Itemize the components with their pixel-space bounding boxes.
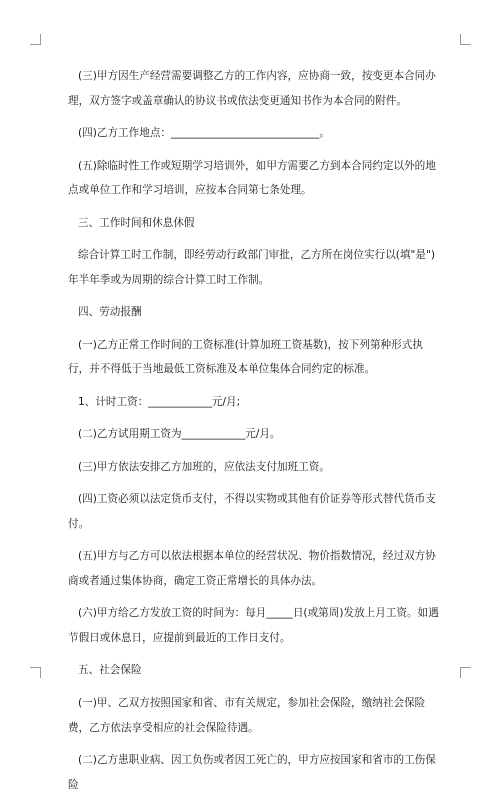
section-heading-remuneration: 四、劳动报酬 <box>78 306 142 319</box>
document-body <box>68 64 440 805</box>
clause-4-2-probation-wage: (二)乙方试用期工资为____________元/月。 <box>78 428 281 441</box>
clause-3-5: (五)除临时性工作或短期学习培训外，如甲方需要乙方到本合同约定以外的地点或单位工作和学习培训，应按本合同第七条处理。 <box>68 159 436 197</box>
clause-working-hours-system: 综合计算工时工作制，即经劳动行政部门审批，乙方所在岗位实行以(填"是")年半年季或为周期的综合计算工时工作制。 <box>68 249 436 286</box>
section-heading-social-insurance: 五、社会保险 <box>78 664 142 677</box>
clause-4-6-pay-date: (六)甲方给乙方发放工资的时间为：每月_____日(或第周)发放上月工资。如遇节假日或休息日，应提前到最近的工作日支付。 <box>68 607 439 644</box>
clause-5-1-insurance: (一)甲、乙双方按照国家和省、市有关规定，参加社会保险，缴纳社会保险费，乙方依法享受相应的社会保险待遇。 <box>68 696 426 734</box>
clause-3-3: (三)甲方因生产经营需要调整乙方的工作内容，应协商一致，按变更本合同办理，双方签字或盖章确认的协议书或依法变更通知书作为本合同的附件。 <box>68 70 436 107</box>
clause-3-4-work-location: (四)乙方工作地点：____________________________。 <box>78 127 330 140</box>
clause-4-5-wage-growth: (五)甲方与乙方可以依法根据本单位的经营状况、物价指数情况，经过双方协商或者通过集体协商，确定工资正常增长的具体办法。 <box>68 550 436 587</box>
clause-4-1-hourly-wage: 1、计时工资：____________元/月; <box>78 395 241 408</box>
section-heading-working-hours: 三、工作时间和休息休假 <box>78 216 195 229</box>
crop-mark-bottom-left <box>30 667 41 678</box>
clause-4-1-wage-standard: (一)乙方正常工作时间的工资标准(计算加班工资基数)，按下列第种形式执行，并不得低于当地最低工资标准及本单位集体合同约定的标准。 <box>68 338 423 376</box>
clause-4-3-overtime: (三)甲方依法安排乙方加班的，应依法支付加班工资。 <box>78 460 330 473</box>
crop-mark-bottom-right <box>460 667 471 678</box>
clause-4-4-currency: (四)工资必须以法定货币支付，不得以实物或其他有价证券等形式替代货币支付。 <box>68 493 436 530</box>
clause-5-2-work-injury: (二)乙方患职业病、因工负伤或者因工死亡的，甲方应按国家和省市的工伤保险 <box>68 754 436 791</box>
crop-mark-top-left <box>30 34 41 45</box>
crop-mark-top-right <box>460 34 471 45</box>
